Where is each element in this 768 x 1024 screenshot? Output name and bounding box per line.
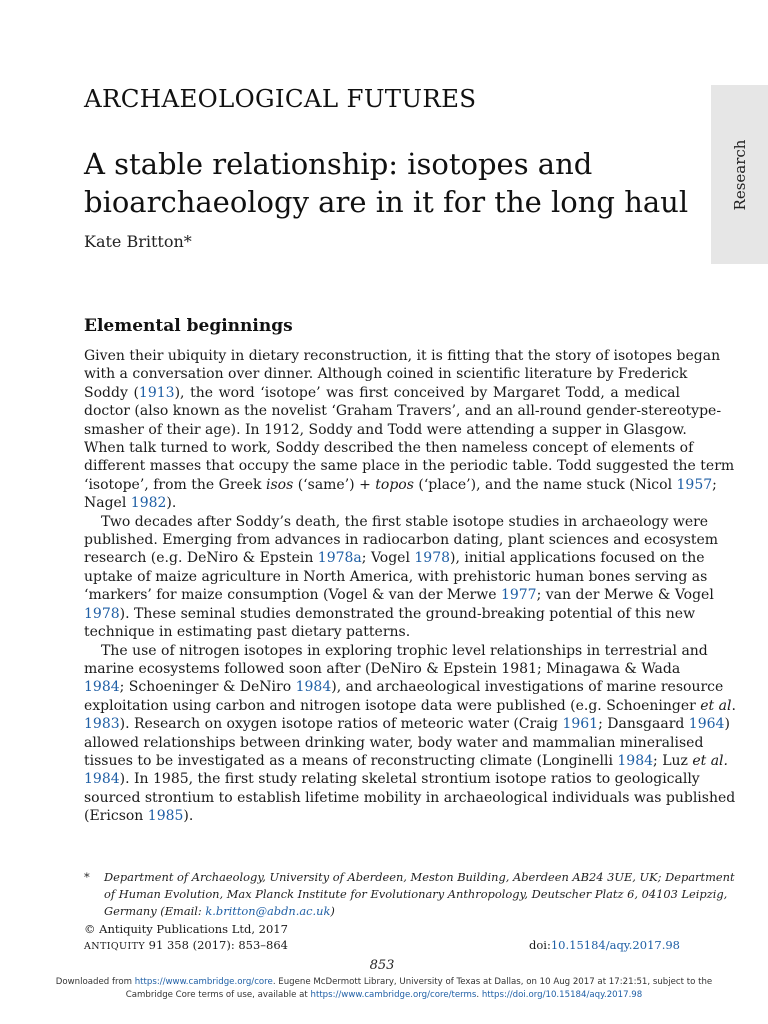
body-line: smasher of their age). In 1912, Soddy and Todd were attending a supper in Glasgow. (84, 421, 687, 438)
research-side-tab (711, 85, 768, 264)
title-line: bioarchaeology are in it for the long haul (84, 185, 689, 219)
download-line: Downloaded from https://www.cambridge.org/core. Eugene McDermott Library, University of Texas at Dallas, on 10 Aug 2017 at 17:21:51, subject to the (55, 977, 713, 987)
footnote-line: Germany (Email: k.britton@abdn.ac.uk) (104, 904, 335, 918)
citation-link[interactable]: 1984 (84, 771, 120, 788)
citation-link[interactable]: 1982 (130, 495, 167, 512)
article-title (84, 145, 694, 221)
body-line: allowed relationships between drinking water, body water and mammalian mineralised (84, 734, 704, 751)
body-line: ‘isotope’, from the Greek isos (‘same’) + topos (‘place’), and the name stuck (Nicol 1957; (84, 476, 717, 493)
citation-link[interactable]: 1983 (84, 716, 120, 733)
citation-link[interactable]: 1913 (138, 384, 175, 401)
citation-link[interactable]: 1985 (147, 808, 184, 825)
body-line: 1983). Research on oxygen isotope ratios of meteoric water (Craig 1961; Dansgaard 1964) (84, 716, 730, 733)
citation-link[interactable]: 1978 (84, 605, 120, 622)
terms-link[interactable]: https://www.cambridge.org/core/terms (310, 990, 477, 1000)
citation-link[interactable]: 1978 (414, 550, 451, 567)
affiliation-footnote (84, 869, 735, 920)
body-line: Soddy (1913), the word ‘isotope’ was first conceived by Margaret Todd, a medical (84, 384, 680, 401)
body-line: Given their ubiquity in dietary reconstruction, it is fitting that the story of isotopes began (84, 348, 721, 364)
section-heading: Elemental beginnings (84, 316, 293, 336)
body-line: marine ecosystems followed soon after (DeNiro & Epstein 1981; Minagawa & Wada (84, 660, 681, 677)
body-line: sourced strontium to establish lifetime mobility in archaeological individuals was published (84, 789, 736, 806)
body-line: (Ericson 1985). (84, 808, 194, 825)
citation-link[interactable]: 1984 (84, 679, 120, 696)
body-line: exploitation using carbon and nitrogen isotope data were published (e.g. Schoeninger et al. (84, 697, 736, 714)
body-line: tissues to be investigated as a means of reconstructing climate (Longinelli 1984; Luz et al. (84, 752, 728, 769)
body-line: 1978). These seminal studies demonstrated the ground-breaking potential of this new (84, 605, 696, 622)
page-number: 853 (369, 958, 395, 973)
author-name: Kate Britton* (84, 232, 192, 251)
body-line: Nagel 1982). (84, 495, 177, 512)
doi-line: doi:10.15184/aqy.2017.98 (529, 938, 680, 952)
download-line: Cambridge Core terms of use, available at https://www.cambridge.org/core/terms. https://doi.org/10.15184/aqy.2017.98 (125, 990, 643, 1000)
body-line: The use of nitrogen isotopes in exploring trophic level relationships in terrestrial and (101, 642, 708, 659)
download-notice (0, 976, 768, 1002)
journal-citation: ANTIQUITY 91 358 (2017): 853–864 (84, 938, 289, 952)
cambridge-core-link[interactable]: https://www.cambridge.org/core (134, 977, 273, 987)
body-line: technique in estimating past dietary patterns. (84, 624, 411, 641)
body-line: 1984; Schoeninger & DeNiro 1984), and archaeological investigations of marine resource (84, 679, 724, 696)
author-email-link[interactable]: k.britton@abdn.ac.uk (205, 904, 331, 918)
title-line: A stable relationship: isotopes and (84, 147, 593, 181)
body-line: Two decades after Soddy’s death, the first stable isotope studies in archaeology were (101, 513, 709, 530)
body-line: When talk turned to work, Soddy described the then nameless concept of elements of (84, 440, 694, 457)
body-line: with a conversation over dinner. Although coined in scientific literature by Frederick (84, 366, 688, 383)
doi-link[interactable]: 10.15184/aqy.2017.98 (550, 938, 680, 952)
citation-link[interactable]: 1984 (617, 752, 654, 769)
section-label: ARCHAEOLOGICAL FUTURES (84, 84, 477, 113)
article-body (84, 347, 736, 826)
doi-url-link[interactable]: https://doi.org/10.15184/aqy.2017.98 (481, 990, 643, 1000)
body-line: research (e.g. DeNiro & Epstein 1978a; Vogel 1978), initial applications focused on the (84, 550, 705, 567)
body-line: 1984). In 1985, the first study relating skeletal strontium isotope ratios to geologically (84, 771, 700, 788)
citation-link[interactable]: 1978a (317, 550, 362, 567)
citation-link[interactable]: 1964 (688, 716, 725, 733)
copyright-notice: © Antiquity Publications Ltd, 2017 (84, 922, 288, 936)
body-line: uptake of maize agriculture in North America, with prehistoric human bones serving as (84, 568, 708, 585)
body-line: ‘markers’ for maize consumption (Vogel & van der Merwe 1977; van der Merwe & Vogel (84, 587, 714, 604)
footnote-marker: * (84, 870, 90, 884)
footnote-line: Department of Archaeology, University of Aberdeen, Meston Building, Aberdeen AB24 3UE, UK; Department (104, 870, 735, 884)
citation-link[interactable]: 1961 (562, 716, 599, 733)
body-line: published. Emerging from advances in radiocarbon dating, plant sciences and ecosystem (84, 532, 719, 549)
citation-link[interactable]: 1977 (500, 587, 537, 604)
footnote-line: of Human Evolution, Max Planck Institute for Evolutionary Anthropology, Deutscher Platz 6, 04103 Leipzig, (104, 887, 728, 901)
body-line: doctor (also known as the novelist ‘Graham Travers’, and an all-round gender-stereotype- (84, 403, 722, 420)
body-line: different masses that occupy the same place in the periodic table. Todd suggested the term (84, 458, 735, 475)
citation-link[interactable]: 1957 (676, 476, 713, 493)
research-tab-label: Research (730, 139, 749, 210)
citation-link[interactable]: 1984 (295, 679, 332, 696)
